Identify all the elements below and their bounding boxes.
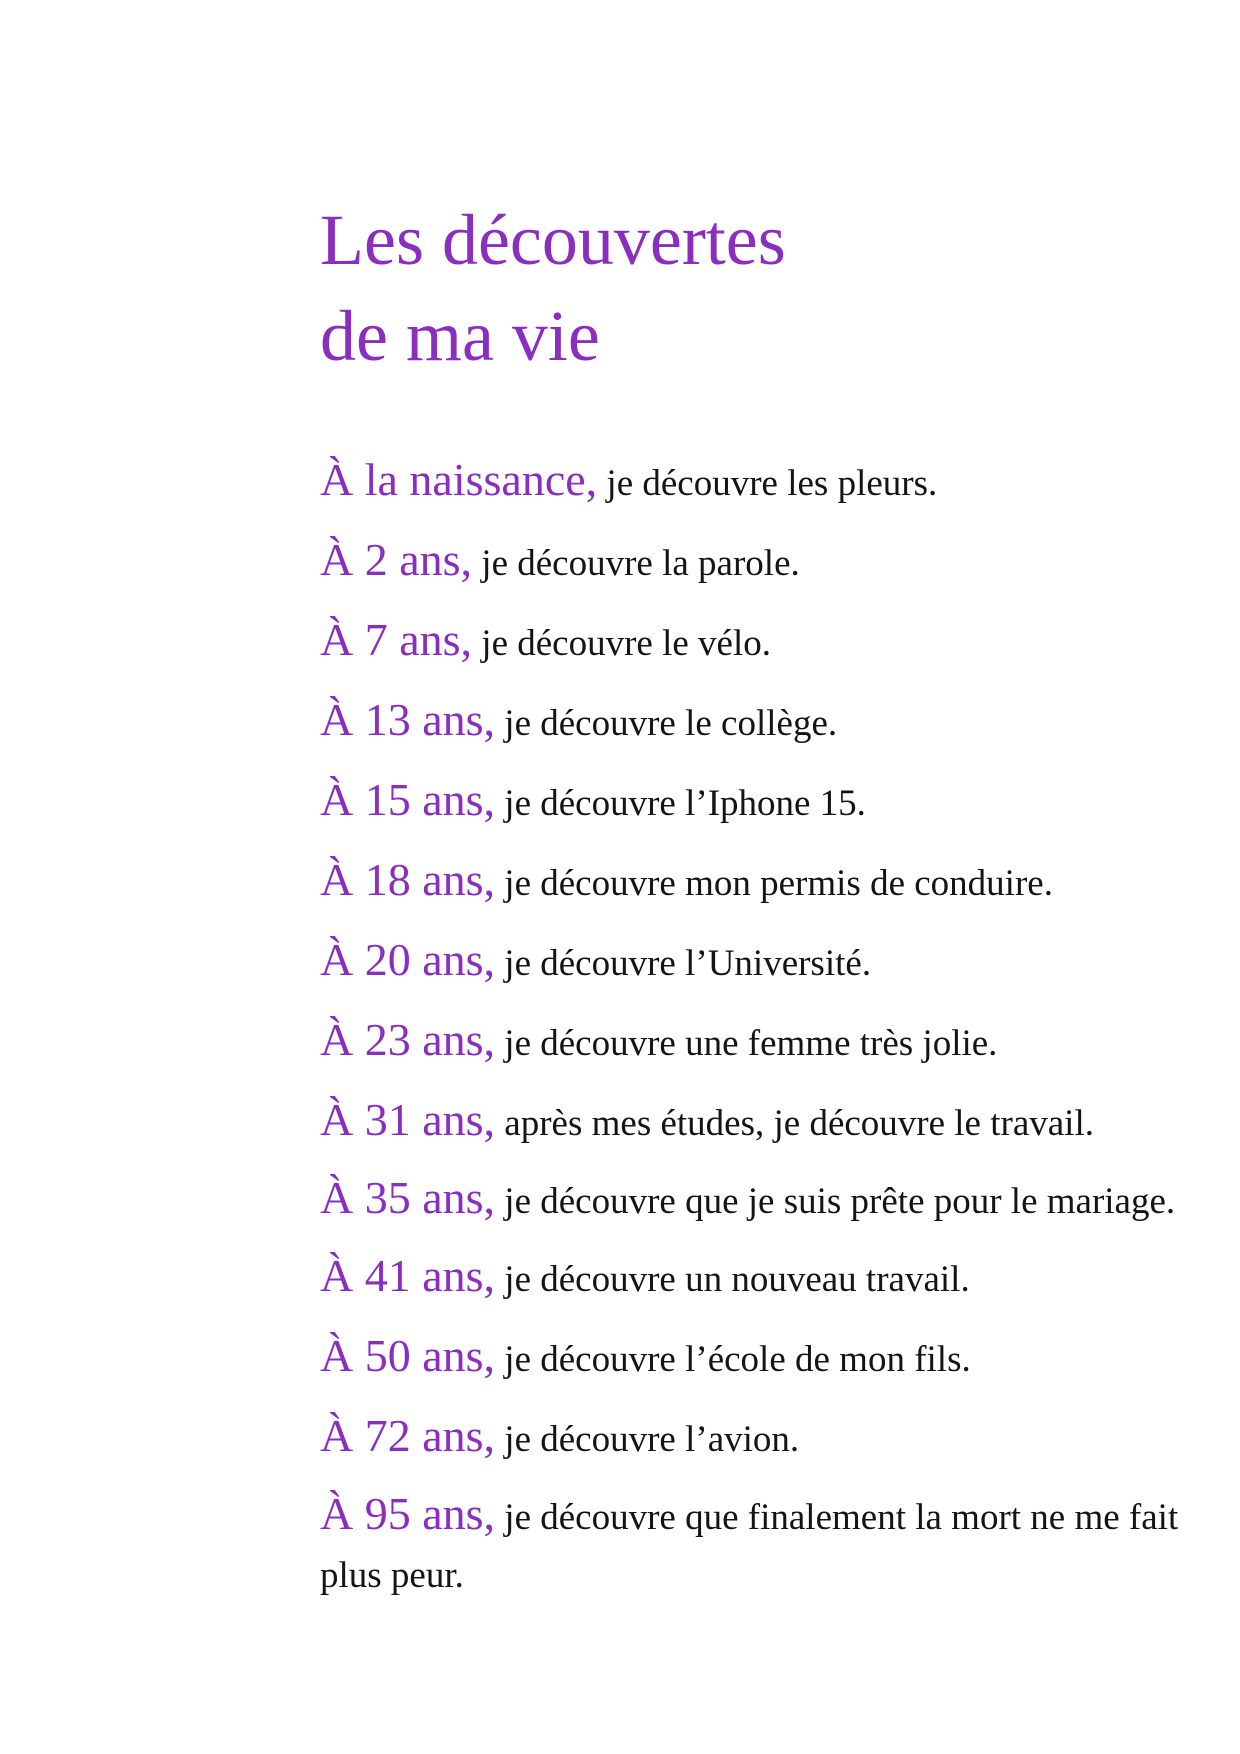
poem-line	[320, 932, 1200, 998]
poem-line-text: je découvre que finalement la mort ne me fait plus peur.	[320, 1497, 1179, 1596]
poem-line-lead: À 13 ans,	[320, 694, 496, 745]
poem-line	[320, 1248, 1200, 1314]
poem-line-text: je découvre la parole.	[472, 543, 800, 584]
poem-line	[320, 1092, 1200, 1158]
poem-line-lead: À 41 ans,	[320, 1250, 496, 1301]
poem-line	[320, 692, 1200, 758]
poem-line-lead: À 7 ans,	[320, 614, 473, 665]
poem-line-lead: À la naissance,	[320, 454, 598, 505]
poem-line-text: je découvre un nouveau travail.	[495, 1259, 970, 1300]
poem-line-lead: À 35 ans,	[320, 1172, 496, 1223]
poem-line-lead: À 2 ans,	[320, 534, 473, 585]
poem-line-lead: À 15 ans,	[320, 774, 496, 825]
poem-line-lead: À 18 ans,	[320, 854, 496, 905]
poem-line	[320, 1408, 1200, 1474]
poem-line	[320, 452, 1200, 518]
poem-line-text: je découvre les pleurs.	[597, 463, 938, 504]
poem-line-lead: À 50 ans,	[320, 1330, 496, 1381]
poem-stanza	[320, 452, 1200, 1622]
poem-line	[320, 1012, 1200, 1078]
poem-line-text: après mes études, je découvre le travail.	[495, 1103, 1094, 1144]
poem-line	[320, 1488, 1200, 1608]
poem-line	[320, 852, 1200, 918]
poem-line-text: je découvre l’Iphone 15.	[495, 783, 866, 824]
poem-line-lead: À 31 ans,	[320, 1094, 496, 1145]
poem-line-text: je découvre une femme très jolie.	[495, 1023, 998, 1064]
poem-line-lead: À 72 ans,	[320, 1410, 496, 1461]
poem-line	[320, 532, 1200, 598]
poem-title	[320, 192, 786, 384]
poem-line-lead: À 23 ans,	[320, 1014, 496, 1065]
poem-line	[320, 1172, 1200, 1234]
poem-line-text: je découvre l’école de mon fils.	[495, 1339, 971, 1380]
poem-line-text: je découvre le collège.	[495, 703, 838, 744]
poem-line-text: je découvre l’Université.	[495, 943, 872, 984]
poem-title-line-1: Les découvertes	[320, 200, 786, 280]
poem-line-lead: À 95 ans,	[320, 1488, 496, 1539]
poem-line-text: je découvre l’avion.	[495, 1419, 800, 1460]
poem-line	[320, 1328, 1200, 1394]
poem-line-text: je découvre que je suis prête pour le mariage.	[495, 1181, 1176, 1222]
poem-line-lead: À 20 ans,	[320, 934, 496, 985]
poem-line	[320, 772, 1200, 838]
poem-line-text: je découvre mon permis de conduire.	[495, 863, 1053, 904]
poem-title-line-2: de ma vie	[320, 296, 600, 376]
poem-line	[320, 612, 1200, 678]
poem-line-text: je découvre le vélo.	[472, 623, 771, 664]
